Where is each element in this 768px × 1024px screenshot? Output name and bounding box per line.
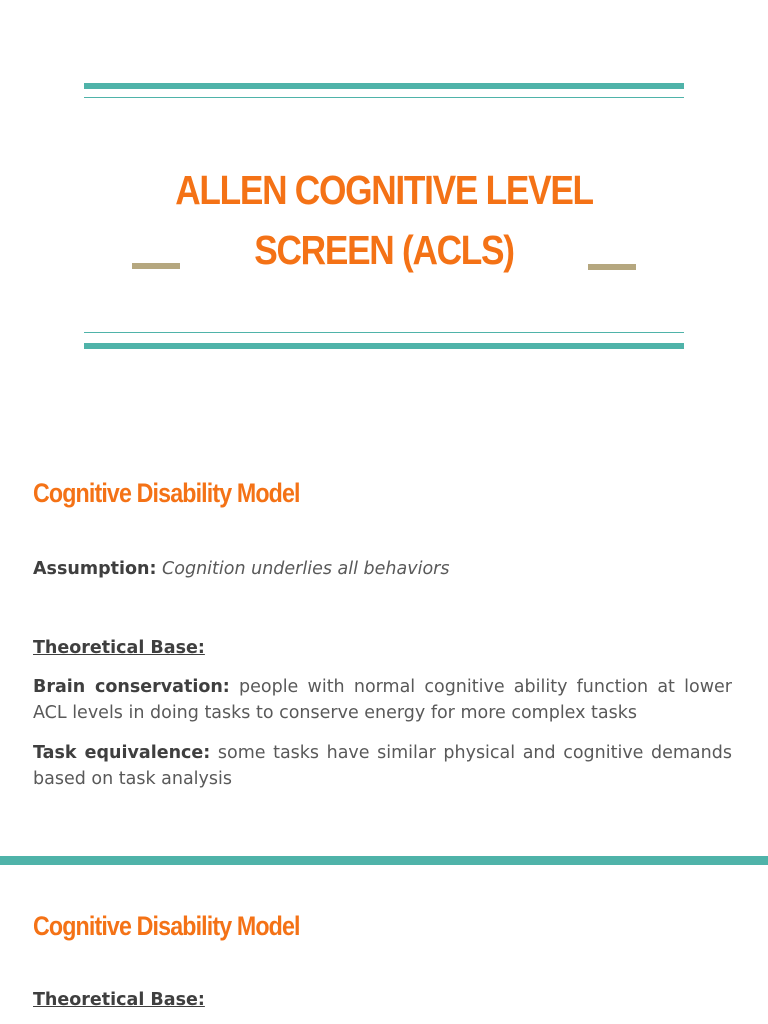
content-slide-1 [0, 432, 768, 856]
top-thick-rule [84, 83, 684, 89]
left-dash-decoration [132, 263, 180, 269]
task-equivalence-label: Task equivalence: [33, 743, 211, 763]
task-equivalence-text: some tasks have similar physical and cognitive demands based on task analysis [33, 743, 732, 789]
content-slide-2 [0, 865, 768, 1024]
assumption-label: Assumption: [33, 559, 157, 579]
assumption-text: Cognition underlies all behaviors [162, 559, 450, 579]
slide-heading-2: Cognitive Disability Model [33, 911, 300, 941]
top-thin-rule [84, 97, 684, 98]
assumption-paragraph [33, 556, 732, 582]
theoretical-base-paragraph [33, 635, 732, 661]
slide-title [126, 160, 642, 280]
brain-conservation-label: Brain conservation: [33, 677, 230, 697]
bottom-thick-rule [84, 343, 684, 349]
slide-divider [0, 856, 768, 865]
brain-conservation-text: people with normal cognitive ability function at lower ACL levels in doing tasks to conserve energy for more complex tasks [33, 677, 732, 723]
title-slide [0, 0, 768, 432]
right-dash-decoration [588, 264, 636, 270]
slide-title-line2: SCREEN (ACLS) [254, 227, 514, 273]
bottom-thin-rule [84, 332, 684, 333]
theoretical-base-label: Theoretical Base: [33, 638, 205, 658]
slide-title-line1: ALLEN COGNITIVE LEVEL [175, 167, 593, 213]
theoretical-base-paragraph-2 [33, 987, 732, 1013]
theoretical-base-label-2: Theoretical Base: [33, 990, 205, 1010]
slide-heading: Cognitive Disability Model [33, 478, 300, 508]
task-equivalence-paragraph [33, 740, 732, 792]
brain-conservation-paragraph [33, 674, 732, 726]
